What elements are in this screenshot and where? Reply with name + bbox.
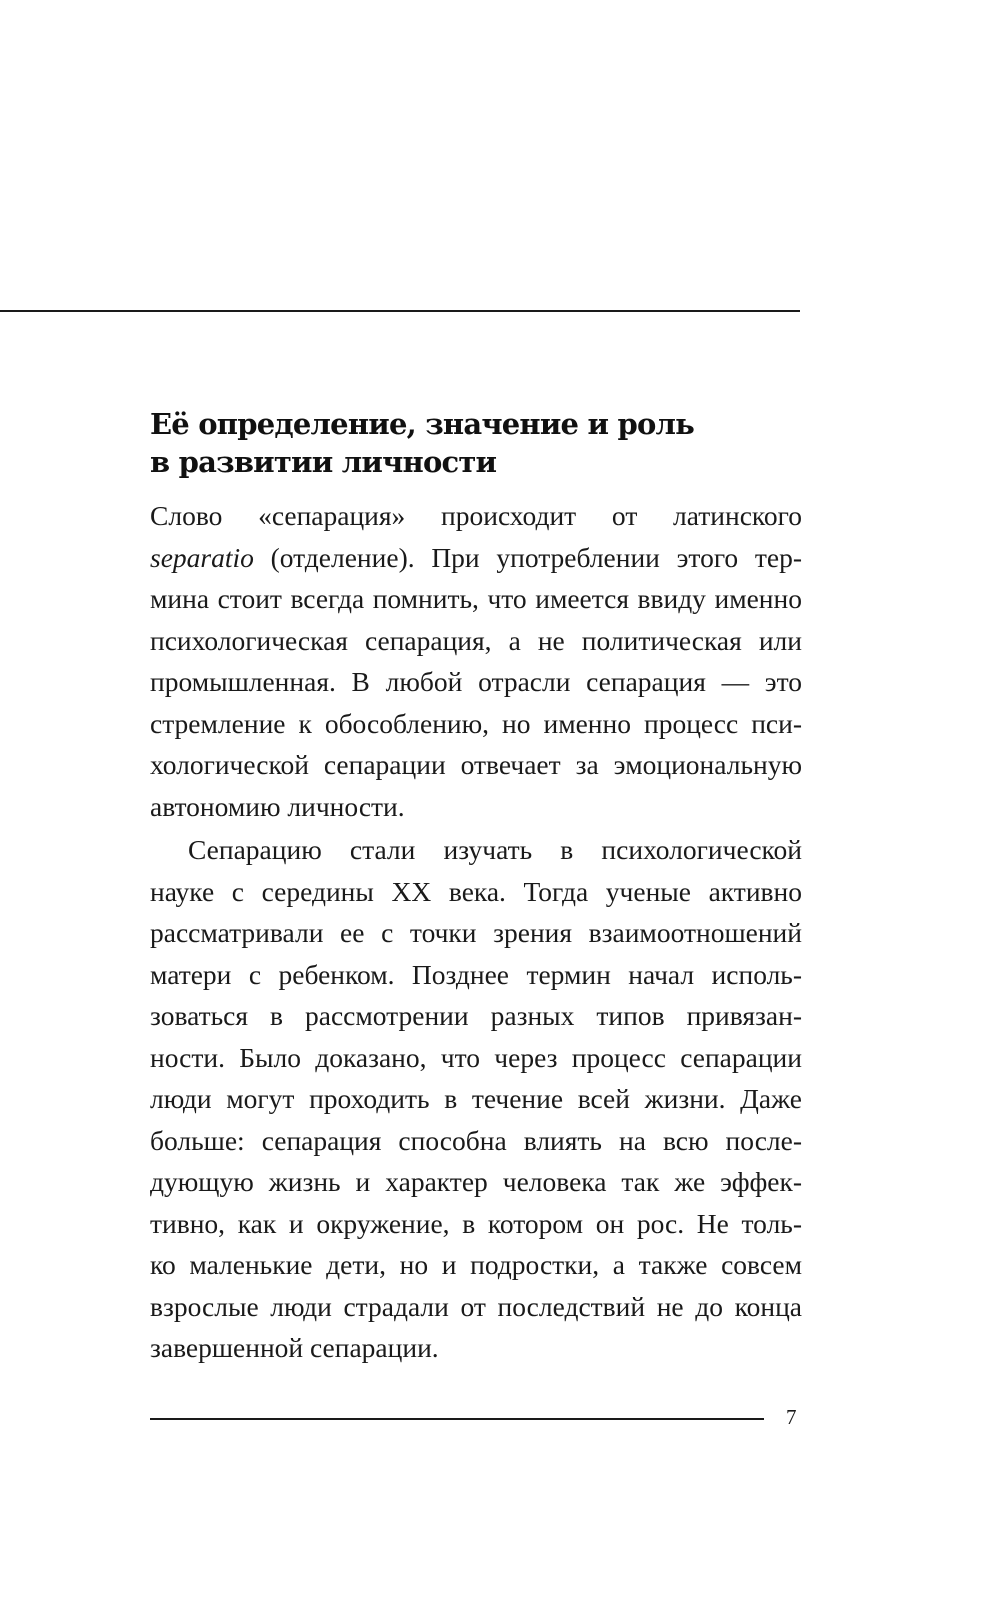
- text-line: больше: сепарация способна влиять на всю после-: [150, 1124, 802, 1156]
- text-line: рассматривали ее с точки зрения взаимоотношений: [150, 917, 802, 948]
- text-line: матери с ребенком. Позднее термин начал исполь-: [150, 958, 802, 990]
- top-divider: [0, 310, 800, 312]
- page-content: [150, 405, 802, 1369]
- text-line: ко маленькие дети, но и подростки, а также совсем: [150, 1249, 802, 1280]
- text-line: науке с середины XX века. Тогда ученые активно: [150, 875, 802, 907]
- italic-term: separatio: [150, 541, 254, 573]
- text-line: стремление к обособлению, но именно процесс пси-: [150, 707, 802, 739]
- text-line: ности. Было доказано, что через процесс сепарации: [150, 1041, 802, 1073]
- heading-line-2: в развитии личности: [150, 445, 497, 479]
- heading-line-1: Её определение, значение и роль: [150, 407, 695, 441]
- text-line: [150, 537, 802, 579]
- footer-divider: [150, 1418, 764, 1420]
- text-line: завершенной сепарации.: [150, 1332, 439, 1363]
- paragraph-1: [150, 495, 802, 827]
- text-line: промышленная. В любой отрасли сепарация — это: [150, 666, 802, 697]
- text-line: тивно, как и окружение, в котором он рос. Не толь-: [150, 1207, 802, 1239]
- text-line: взрослые люди страдали от последствий не до конца: [150, 1290, 802, 1322]
- text-line: психологическая сепарация, а не политическая или: [150, 624, 802, 656]
- text-line: автономию личности.: [150, 790, 405, 822]
- paragraph-2: [150, 829, 802, 1369]
- text-line: мина стоит всегда помнить, что имеется ввиду именно: [150, 583, 802, 614]
- text-line: Слово «сепарация» происходит от латинского: [150, 500, 802, 531]
- text-line: люди могут проходить в течение всей жизни. Даже: [150, 1083, 802, 1114]
- page-number: 7: [786, 1405, 797, 1429]
- text-line: зоваться в рассмотрении разных типов привязан-: [150, 1000, 802, 1031]
- text-line: дующую жизнь и характер человека так же эффек-: [150, 1166, 802, 1197]
- text-line: Сепарацию стали изучать в психологической: [188, 834, 802, 865]
- text-line: хологической сепарации отвечает за эмоциональную: [150, 749, 802, 780]
- text-line-rest: (отделение). При употреблении этого тер-: [270, 541, 803, 573]
- section-heading: [150, 405, 802, 481]
